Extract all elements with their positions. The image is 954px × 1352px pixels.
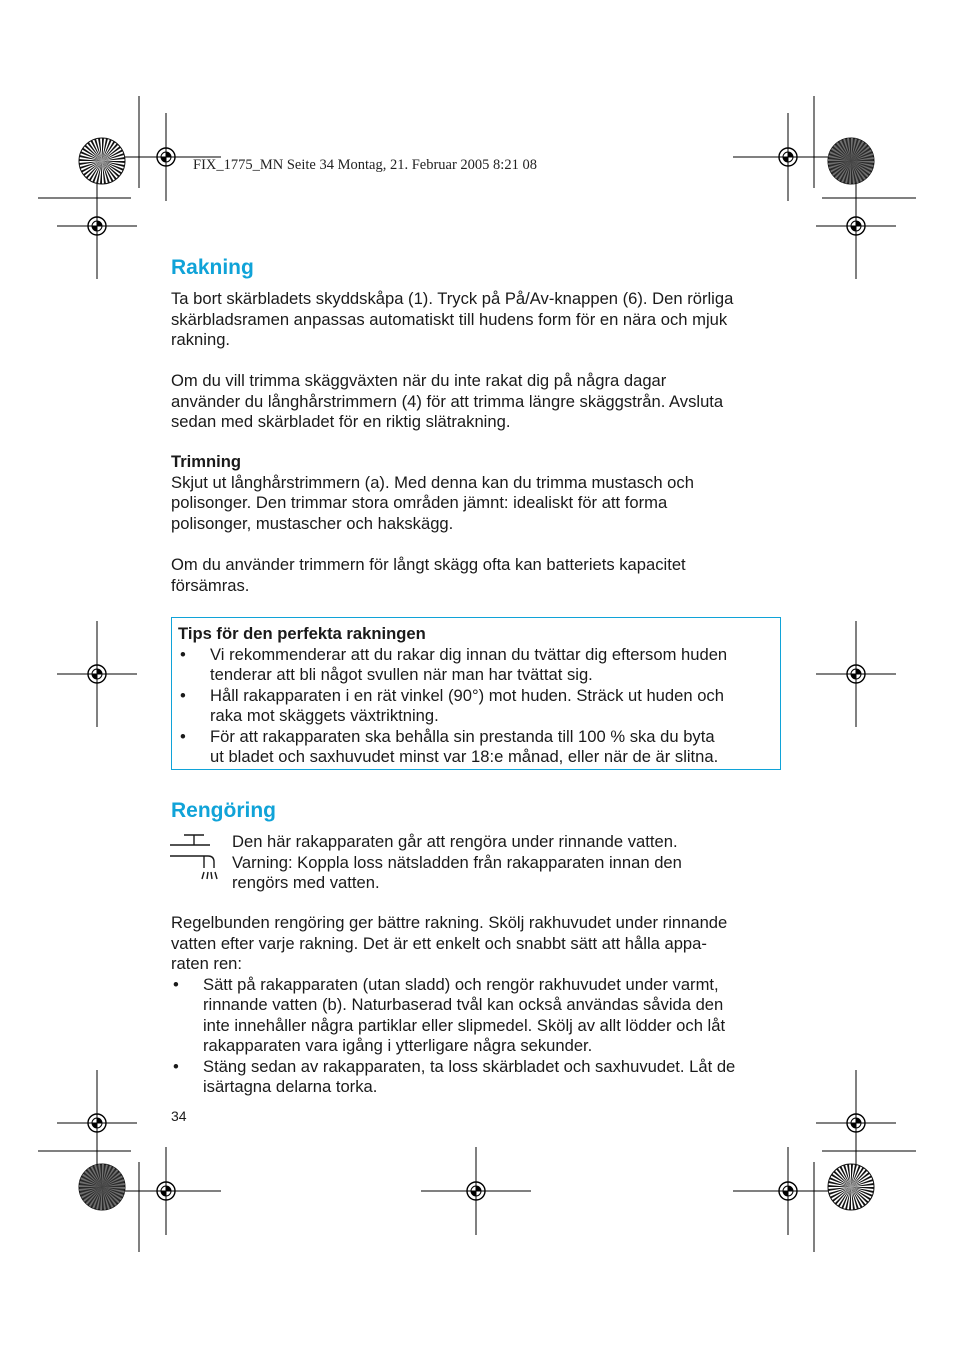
heading-rengoring: Rengöring bbox=[171, 799, 276, 822]
paragraph-trimming-intro bbox=[171, 371, 791, 433]
page-number: 34 bbox=[171, 1108, 187, 1124]
text-line: vatten efter varje rakning. Det är ett enkelt och snabbt sätt att hålla appa- bbox=[171, 933, 707, 953]
text-line: Varning: Koppla loss nätsladden från rakapparaten innan den bbox=[232, 852, 682, 872]
text-line: försämras. bbox=[171, 575, 250, 595]
text-line: Om du vill trimma skäggväxten när du inte rakat dig på några dagar bbox=[171, 371, 667, 390]
text-line: raka mot skäggets växtriktning. bbox=[210, 706, 439, 725]
text-line: rinnande vatten (b). Naturbaserad tvål kan också användas såvida den bbox=[203, 995, 724, 1014]
tips-box bbox=[171, 617, 781, 770]
text-line: Vi rekommenderar att du rakar dig innan du tvättar dig eftersom huden bbox=[210, 644, 728, 664]
text-line: rakning. bbox=[171, 330, 231, 349]
text-line: Om du använder trimmern för långt skägg ofta kan batteriets kapacitet bbox=[171, 555, 686, 574]
bullet: • bbox=[180, 644, 186, 664]
slug-line: FIX_1775_MN Seite 34 Montag, 21. Februar 2005 8:21 08 bbox=[193, 157, 537, 173]
text-line: skärbladsramen anpassas automatiskt till hudens form för en nära och mjuk bbox=[171, 309, 728, 329]
text-line: Regelbunden rengöring ger bättre rakning. Skölj rakhuvudet under rinnande bbox=[171, 913, 728, 932]
list-item bbox=[178, 686, 772, 727]
text-line: Håll rakapparaten i en rät vinkel (90°) mot huden. Sträck ut huden och bbox=[210, 685, 724, 705]
heading-rakning: Rakning bbox=[171, 256, 254, 279]
text-line: Sätt på rakapparaten (utan sladd) och rengör rakhuvudet under varmt, bbox=[203, 974, 719, 994]
cleaning-list bbox=[171, 975, 791, 1098]
bullet: • bbox=[173, 974, 179, 994]
text-line: Stäng sedan av rakapparaten, ta loss skärbladet och saxhuvudet. Låt de bbox=[203, 1056, 736, 1076]
text-line: rakapparaten vara igång i ytterligare några sekunder. bbox=[203, 1036, 593, 1055]
text-line: rengörs med vatten. bbox=[232, 873, 380, 892]
text-line: Ta bort skärbladets skyddskåpa (1). Tryck på På/Av-knappen (6). Den rörliga bbox=[171, 289, 734, 308]
bullet: • bbox=[180, 726, 186, 746]
cleaning-instructions bbox=[171, 913, 791, 1098]
bullet: • bbox=[180, 685, 186, 705]
tips-title: Tips för den perfekta rakningen bbox=[178, 624, 426, 643]
list-item bbox=[171, 975, 791, 1057]
text-line: sedan med skärbladet för en riktig slätrakning. bbox=[171, 412, 511, 431]
text-line: ut bladet och saxhuvudet minst var 18:e månad, eller när de är slitna. bbox=[210, 747, 719, 766]
text-line: inte innehåller några partiklar eller slipmedel. Skölj av allt lödder och låt bbox=[203, 1015, 726, 1035]
text-line: polisonger. Den trimmar stora områden jämnt: idealiskt för att forma bbox=[171, 493, 668, 512]
text-line: Den här rakapparaten går att rengöra under rinnande vatten. bbox=[232, 832, 678, 851]
text-line: använder du långhårstrimmern (4) för att trimma längre skäggstrån. Avsluta bbox=[171, 391, 724, 411]
bullet: • bbox=[173, 1056, 179, 1076]
list-item bbox=[171, 1057, 791, 1098]
text-line: För att rakapparaten ska behålla sin prestanda till 100 % ska du byta bbox=[210, 726, 715, 746]
text-line: raten ren: bbox=[171, 954, 243, 973]
text-line: Skjut ut långhårstrimmern (a). Med denna kan du trimma mustasch och bbox=[171, 472, 694, 492]
text-line: polisonger, mustascher och hakskägg. bbox=[171, 513, 454, 533]
subheading-trimning: Trimning bbox=[171, 452, 242, 471]
tips-list bbox=[178, 645, 772, 768]
water-tap-icon bbox=[168, 832, 222, 884]
cleaning-warning bbox=[232, 832, 792, 894]
paragraph-intro bbox=[171, 289, 791, 351]
text-line: tenderar att bli något svullen när man har tvättat sig. bbox=[210, 665, 593, 684]
paragraph-battery-note bbox=[171, 555, 791, 596]
trimning-block bbox=[171, 452, 791, 534]
list-item bbox=[178, 645, 772, 686]
text-line: isärtagna delarna torka. bbox=[203, 1077, 378, 1096]
list-item bbox=[178, 727, 772, 768]
